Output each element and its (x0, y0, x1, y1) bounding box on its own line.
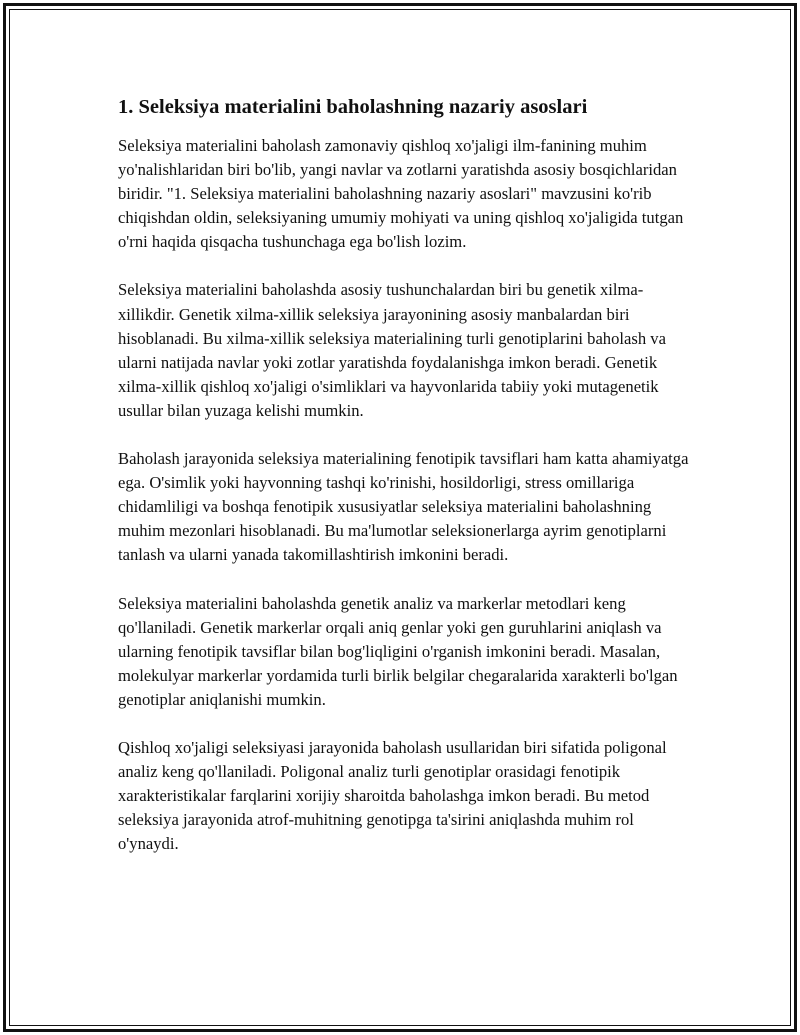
document-body (118, 94, 692, 880)
paragraph-polygonal-analysis: Qishloq xo'jaligi seleksiyasi jarayonida baholash usullaridan biri sifatida poligonal analiz keng qo'llaniladi. Poligonal analiz turli genotiplar orasidagi fenotipik xarakteristikalar farqlarini xorijiy sharoitda baholashga imkon beradi. Bu metod seleksiya jarayonida atrof-muhitning genotipga ta'sirini aniqlashda muhim rol o'ynaydi. (118, 737, 667, 854)
paragraph-genetic-diversity: Seleksiya materialini baholashda asosiy tushunchalardan biri bu genetik xilma-xillikdir. Genetik xilma-xillik seleksiya jarayonining asosiy manbalardan biri hisoblanadi. Bu xilma-xillik seleksiya materialining turli genotiplarini baholash va ularni natijada navlar yoki zotlar yaratishda foydalanishga imkon beradi. Genetik xilma-xillik qishloq xo'jaligi o'simliklari va hayvonlarida tabiiy yoki mutagenetik usullar bilan yuzaga kelishi mumkin. (118, 280, 666, 420)
paragraph-phenotypic-traits: Baholash jarayonida seleksiya materialining fenotipik tavsiflari ham katta ahamiyatga ega. O'simlik yoki hayvonning tashqi ko'rinishi, hosildorligi, stress omillariga chidamliligi va boshqa fenotipik xususiyatlar seleksiya materialini baholashning muhim mezonlari hisoblanadi. Bu ma'lumotlar seleksionerlarga ayrim genotiplarni tanlash va ularni yanada takomillashtirish imkonini beradi. (118, 449, 689, 565)
section-title: 1. Seleksiya materialini baholashning nazariy asoslari (118, 96, 588, 118)
paragraph-intro: Seleksiya materialini baholash zamonaviy qishloq xo'jaligi ilm-fanining muhim yo'nalishlaridan biri bo'lib, yangi navlar va zotlarni yaratishda asosiy bosqichlaridan biridir. "1. Seleksiya materialini baholashning nazariy asoslari" mavzusini ko'rib chiqishdan oldin, seleksiyaning umumiy mohiyati va uning qishloq xo'jaligida tutgan o'rni haqida qisqacha tushunchaga ega bo'lish lozim. (118, 136, 684, 252)
paragraph-genetic-markers: Seleksiya materialini baholashda genetik analiz va markerlar metodlari keng qo'llaniladi. Genetik markerlar orqali aniq genlar yoki gen guruhlarini aniqlash va ularning fenotipik tavsiflar bilan bog'liqligini o'rganish imkonini beradi. Masalan, molekulyar markerlar yordamida turli birlik belgilar chegaralarida xarakterli bo'lgan genotiplar aniqlanishi mumkin. (118, 593, 678, 709)
